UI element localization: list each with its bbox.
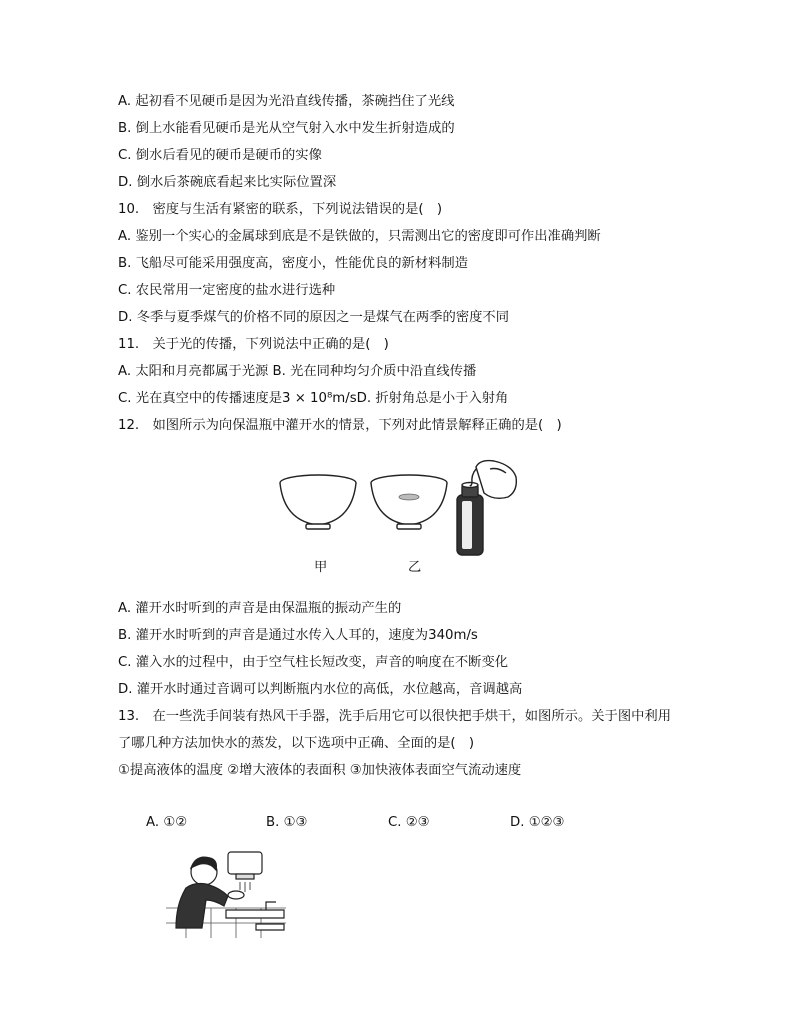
q13-stem-line1: 13. 在一些洗手间装有热风干手器，洗手后用它可以很快把手烘干，如图所示。关于图中利用	[118, 709, 672, 724]
q13-option-a: A. ①②	[146, 815, 188, 830]
bowl-jia	[280, 475, 356, 529]
thermos-icon	[457, 483, 483, 556]
q10-option-d: D. 冬季与夏季煤气的价格不同的原因之一是煤气在两季的密度不同	[118, 310, 510, 325]
q12-option-c: C. 灌入水的过程中，由于空气柱长短改变，声音的响度在不断变化	[118, 655, 509, 670]
q12-option-d: D. 灌开水时通过音调可以判断瓶内水位的高低，水位越高，音调越高	[118, 682, 523, 697]
q13-option-d: D. ①②③	[510, 815, 565, 830]
q11-option-ab: A. 太阳和月亮都属于光源 B. 光在同种均匀介质中沿直线传播	[118, 364, 477, 379]
q13-methods: ①提高液体的温度 ②增大液体的表面积 ③加快液体表面空气流动速度	[118, 763, 522, 778]
q12-option-a: A. 灌开水时听到的声音是由保温瓶的振动产生的	[118, 601, 402, 616]
label-jia: 甲	[314, 560, 328, 575]
q13-stem-line2: 了哪几种方法加快水的蒸发，以下选项中正确、全面的是( )	[118, 736, 475, 751]
bowls-thermos-figure	[276, 455, 526, 560]
bowl-yi	[371, 475, 447, 529]
q11-stem: 11. 关于光的传播，下列说法中正确的是( )	[118, 337, 389, 352]
hand-dryer-icon	[228, 852, 262, 874]
q13-option-c: C. ②③	[388, 815, 430, 830]
q10-option-b: B. 飞船尽可能采用强度高，密度小，性能优良的新材料制造	[118, 256, 468, 271]
q12-stem: 12. 如图所示为向保温瓶中灌开水的情景，下列对此情景解释正确的是( )	[118, 418, 562, 433]
label-yi: 乙	[408, 560, 422, 575]
q10-option-a: A. 鉴别一个实心的金属球到底是不是铁做的，只需测出它的密度即可作出准确判断	[118, 229, 601, 244]
q10-stem: 10. 密度与生活有紧密的联系，下列说法错误的是( )	[118, 202, 443, 217]
q9-option-d: D. 倒水后茶碗底看起来比实际位置深	[118, 175, 337, 190]
q9-option-c: C. 倒水后看见的硬币是硬币的实像	[118, 148, 322, 163]
q12-option-b: B. 灌开水时听到的声音是通过水传入人耳的，速度为340m/s	[118, 628, 478, 643]
hand-dryer-figure	[166, 848, 286, 938]
q9-option-a: A. 起初看不见硬币是因为光沿直线传播，茶碗挡住了光线	[118, 94, 455, 109]
q13-option-b: B. ①③	[266, 815, 308, 830]
q11-option-cd: C. 光在真空中的传播速度是3 × 10⁸m/sD. 折射角总是小于入射角	[118, 391, 509, 406]
q9-option-b: B. 倒上水能看见硬币是光从空气射入水中发生折射造成的	[118, 121, 455, 136]
q10-option-c: C. 农民常用一定密度的盐水进行选种	[118, 283, 336, 298]
